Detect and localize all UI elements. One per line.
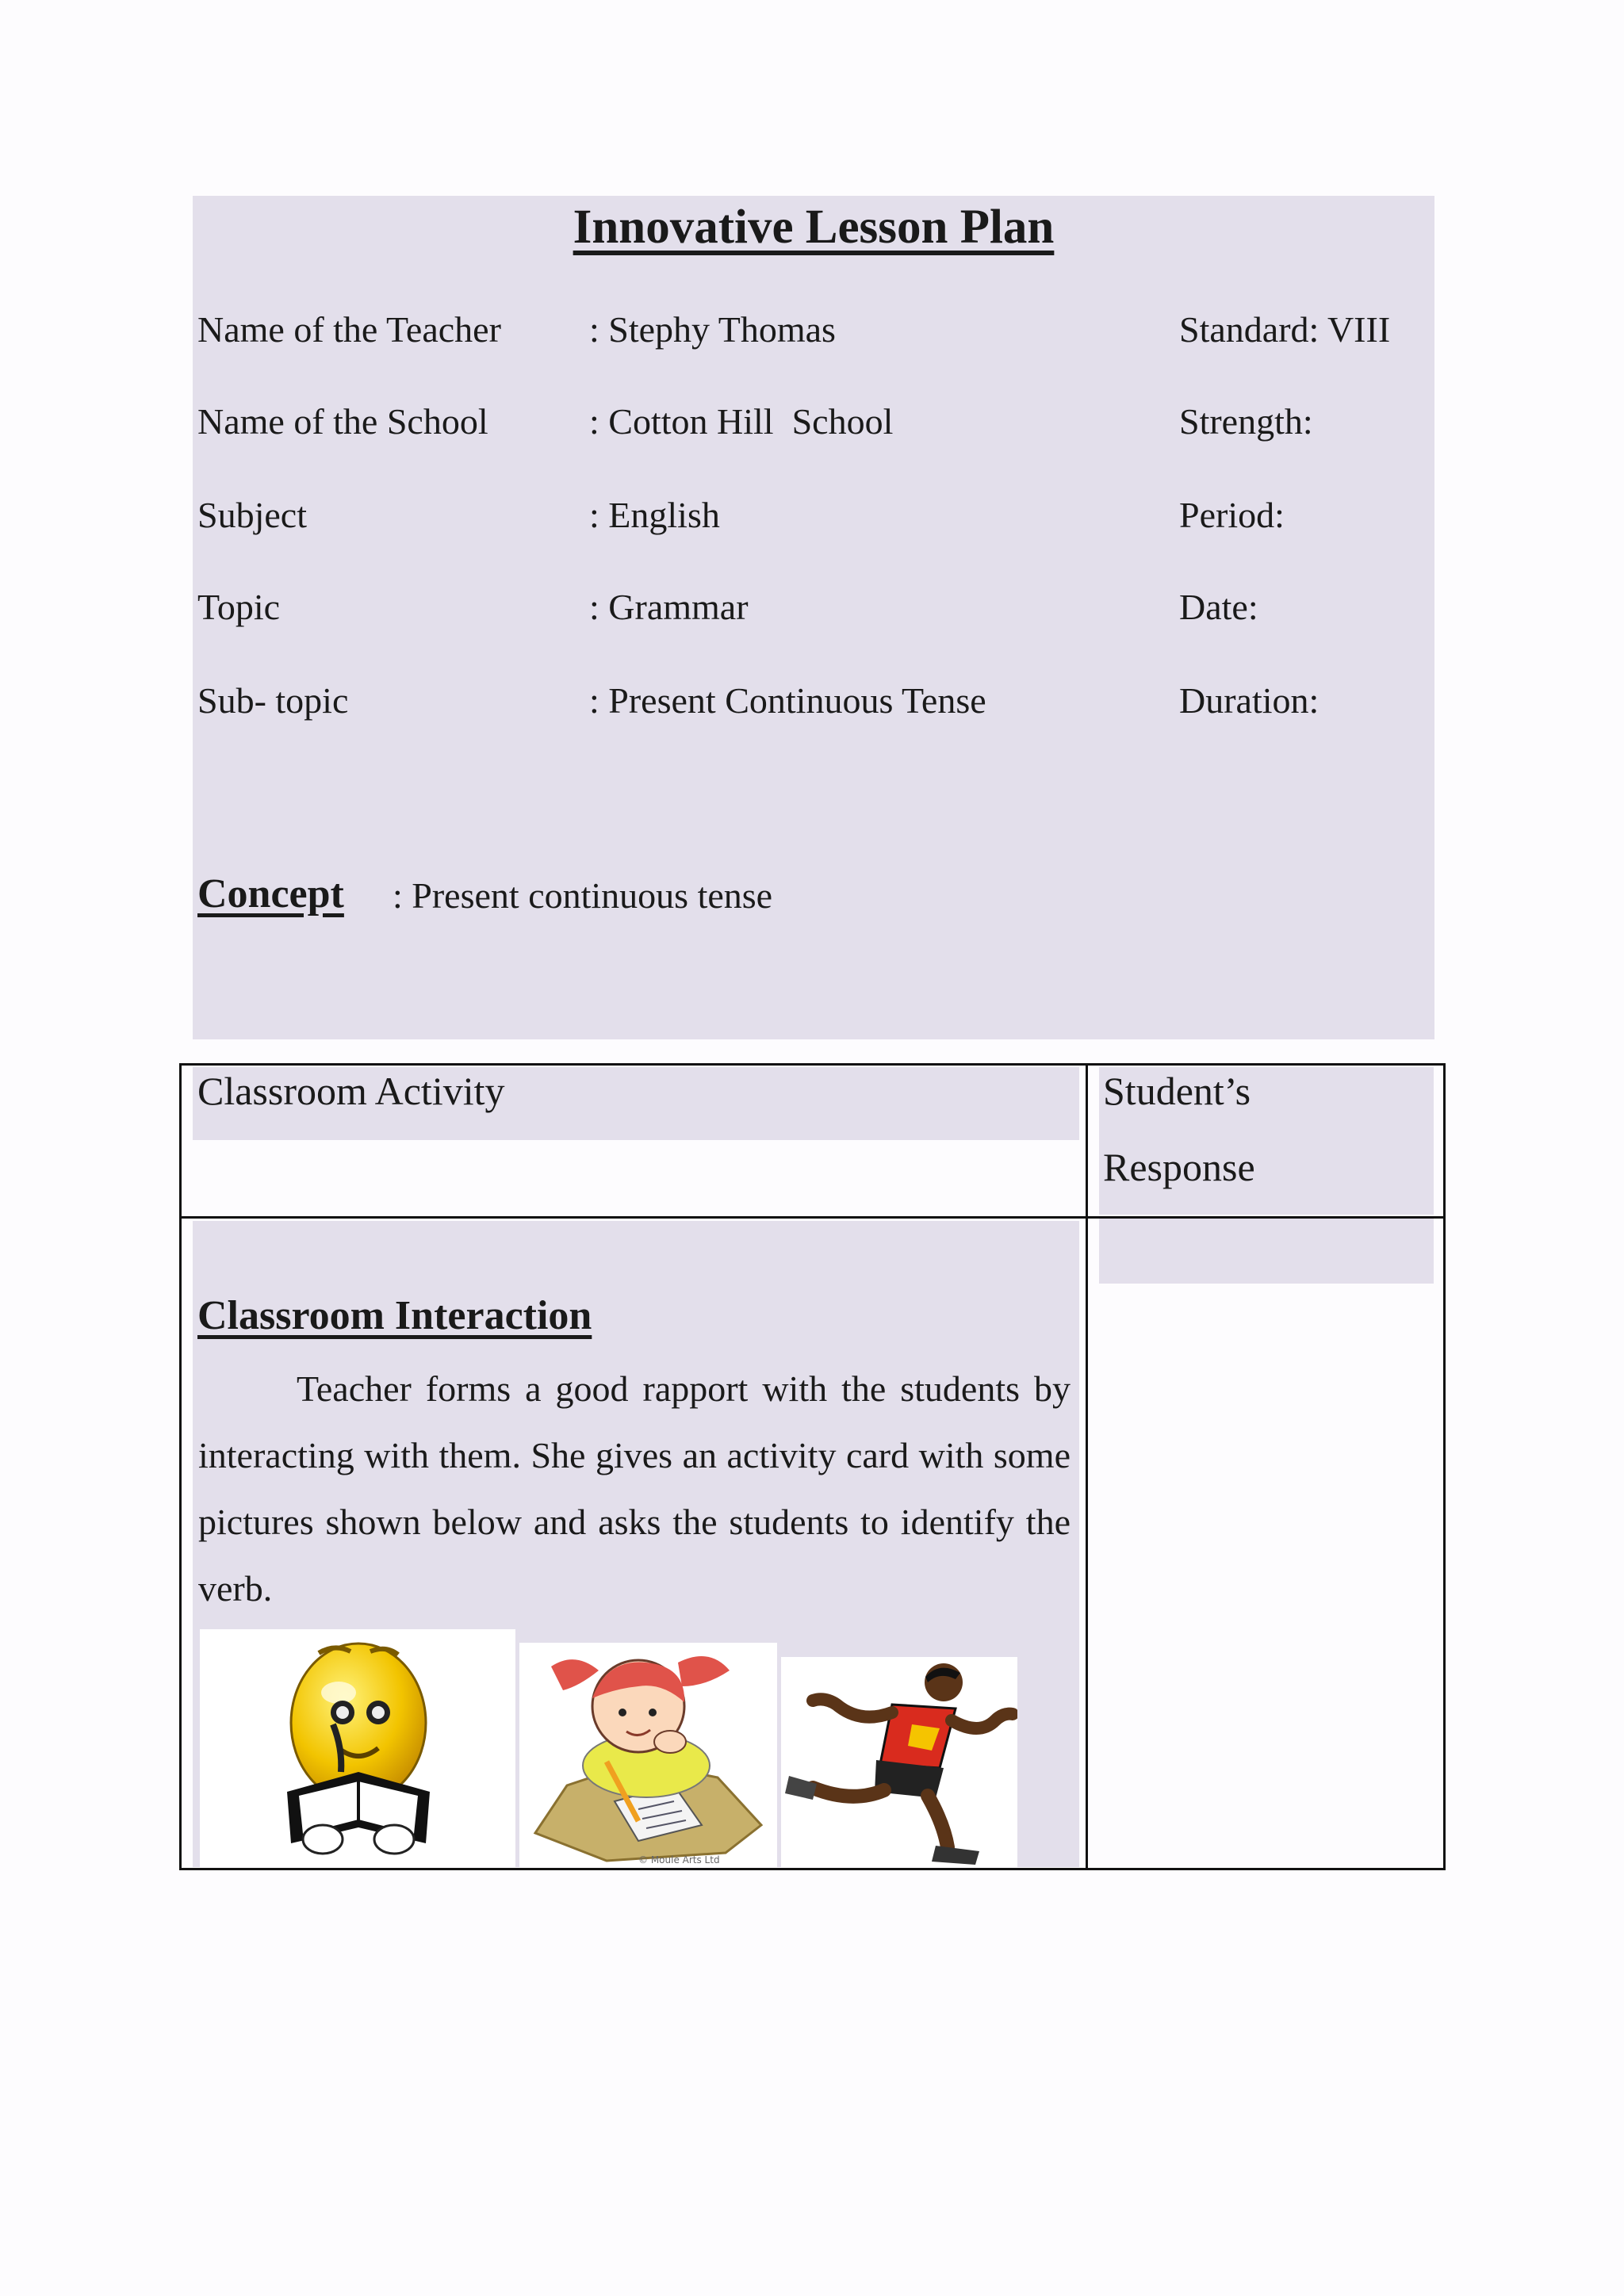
classroom-activity-header: Classroom Activity [197, 1069, 505, 1113]
table-bottom-border [179, 1868, 1446, 1870]
student-response-header-line2: Response [1103, 1145, 1255, 1189]
table-right-border [1443, 1063, 1446, 1870]
running-man-icon [781, 1657, 1017, 1867]
concept-value: : Present continuous tense [393, 875, 773, 916]
subject-label: Subject [197, 495, 307, 535]
classroom-interaction-heading: Classroom Interaction [197, 1293, 592, 1338]
duration-field: Duration: [1179, 680, 1320, 721]
standard-field: Standard: VIII [1179, 309, 1391, 350]
response-cell-shade [1099, 1217, 1434, 1284]
subtopic-label: Sub- topic [197, 680, 349, 721]
subtopic-value: : Present Continuous Tense [589, 680, 986, 721]
teacher-label: Name of the Teacher [197, 309, 501, 350]
picture-caption: © Moule Arts Ltd [638, 1854, 720, 1866]
period-field: Period: [1179, 495, 1285, 535]
topic-value: : Grammar [589, 587, 749, 627]
school-label: Name of the School [197, 401, 488, 442]
interaction-paragraph [198, 1356, 1071, 1622]
concept-label: Concept [197, 871, 344, 916]
table-column-divider [1086, 1063, 1088, 1870]
topic-label: Topic [197, 587, 281, 627]
interaction-text: Teacher forms a good rapport with the students by interacting with them. She gives an activity card with some pictures shown below and asks the students to identify the verb. [198, 1368, 1071, 1609]
student-response-header-line1: Student’s [1103, 1069, 1251, 1113]
table-left-border [179, 1063, 182, 1870]
teacher-value: : Stephy Thomas [589, 309, 836, 350]
date-field: Date: [1179, 587, 1258, 627]
strength-field: Strength: [1179, 401, 1313, 442]
subject-value: : English [589, 495, 720, 535]
reading-emoji-icon [200, 1629, 515, 1867]
school-value: : Cotton Hill School [589, 401, 894, 442]
document-title: Innovative Lesson Plan [573, 201, 1055, 254]
table-row-divider [179, 1216, 1446, 1219]
writing-girl-icon [519, 1643, 777, 1867]
